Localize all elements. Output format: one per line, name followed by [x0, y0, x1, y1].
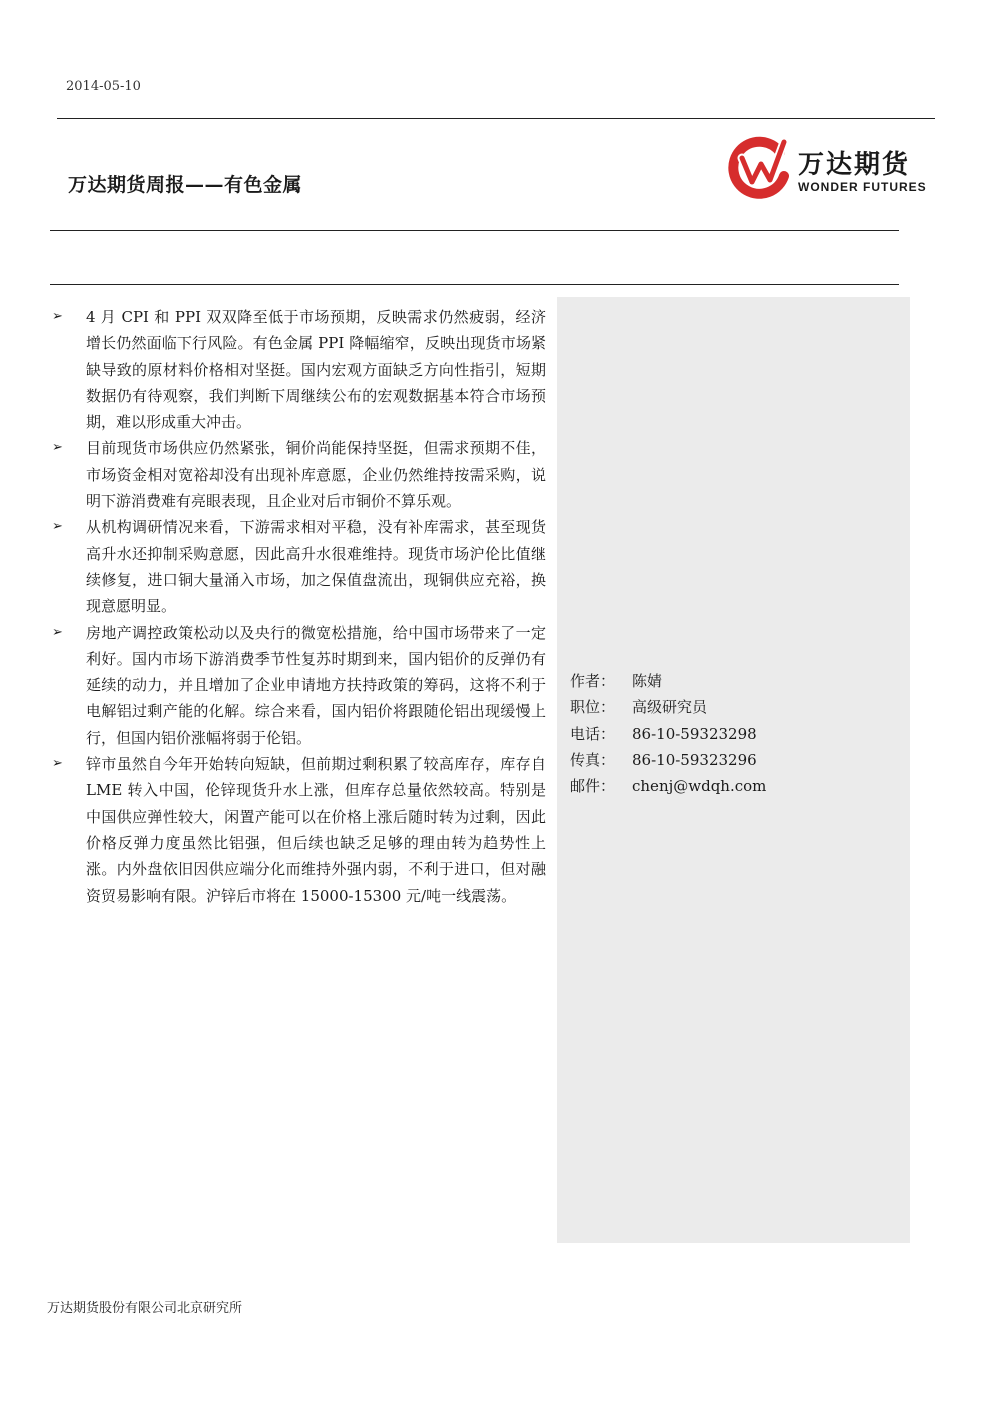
email-address[interactable]: chenj@wdqh.com [632, 777, 767, 796]
summary-list [52, 304, 546, 909]
contact-author-row [570, 668, 766, 694]
header-rule [57, 118, 935, 119]
contact-phone-row [570, 721, 766, 747]
arrow-bullet-icon: ➢ [52, 756, 63, 772]
company-logo [728, 134, 938, 204]
list-item [52, 620, 546, 751]
author-name: 陈婧 [632, 672, 663, 690]
author-label: 作者： [570, 672, 616, 690]
list-item [52, 514, 546, 619]
arrow-bullet-icon: ➢ [52, 624, 63, 640]
title-rule-top [50, 230, 899, 231]
arrow-bullet-icon: ➢ [52, 519, 63, 535]
list-item [52, 435, 546, 514]
contact-position-row [570, 694, 766, 720]
list-item [52, 751, 546, 909]
contact-email-row [570, 773, 766, 799]
bullet-text: 目前现货市场供应仍然紧张，铜价尚能保持坚挺，但需求预期不佳，市场资金相对宽裕却没有出现补库意愿，企业仍然维持按需采购，说明下游消费难有亮眼表现，且企业对后市铜价不算乐观。 [86, 439, 546, 511]
author-position: 高级研究员 [632, 698, 708, 717]
list-item [52, 304, 546, 435]
bullet-text: 从机构调研情况来看，下游需求相对平稳，没有补库需求，甚至现货高升水还抑制采购意愿，因此高升水很难维持。现货市场沪伦比值继续修复，进口铜大量涌入市场，加之保值盘流出，现铜供应充裕，换现意愿明显。 [86, 518, 546, 616]
arrow-bullet-icon: ➢ [52, 309, 63, 324]
arrow-bullet-icon: ➢ [52, 440, 63, 456]
logo-name-en: WONDER FUTURES [798, 180, 927, 194]
email-label: 邮件： [570, 777, 616, 796]
contact-fax-row [570, 747, 766, 773]
logo-mark-icon [728, 136, 792, 200]
logo-name-cn: 万达期货 [798, 150, 911, 180]
phone-number: 86-10-59323298 [632, 724, 757, 743]
bullet-text: 4 月 CPI 和 PPI 双双降至低于市场预期，反映需求仍然疲弱，经济增长仍然面临下行风险。有色金属 PPI 降幅缩窄，反映出现货市场紧缺导致的原材料价格相对坚挺。国内宏观方面缺乏方向性指引，短期数据仍有待观察，我们判断下周继续公布的宏观数据基本符合市场预期，难以形成重大冲击。 [86, 308, 546, 432]
position-label: 职位： [570, 698, 616, 717]
bullet-text: 房地产调控政策松动以及央行的微宽松措施，给中国市场带来了一定利好。国内市场下游消费季节性复苏时期到来，国内铝价的反弹仍有延续的动力，并且增加了企业申请地方扶持政策的筹码，这将不利于电解铝过剩产能的化解。综合来看，国内铝价将跟随伦铝出现缓慢上行，但国内铝价涨幅将弱于伦铝。 [86, 623, 546, 747]
fax-number: 86-10-59323296 [632, 750, 757, 769]
footer-org: 万达期货股份有限公司北京研究所 [47, 1301, 243, 1316]
fax-label: 传真： [570, 750, 616, 769]
title-rule-bottom [50, 284, 899, 285]
author-contact [570, 668, 766, 799]
report-date: 2014-05-10 [66, 79, 141, 94]
report-title: 万达期货周报——有色金属 [68, 174, 303, 196]
phone-label: 电话： [570, 724, 616, 743]
bullet-text: 锌市虽然自今年开始转向短缺，但前期过剩积累了较高库存，库存自 LME 转入中国，伦锌现货升水上涨，但库存总量依然较高。特别是中国供应弹性较大，闲置产能可以在价格上涨后随时转为过剩，因此价格反弹力度虽然比铝强，但后续也缺乏足够的理由转为趋势性上涨。内外盘依旧因供应端分化而维持外强内弱，不利于进口，但对融资贸易影响有限。沪锌后市将在 15000-15300 元/吨一线震荡。 [86, 755, 546, 905]
